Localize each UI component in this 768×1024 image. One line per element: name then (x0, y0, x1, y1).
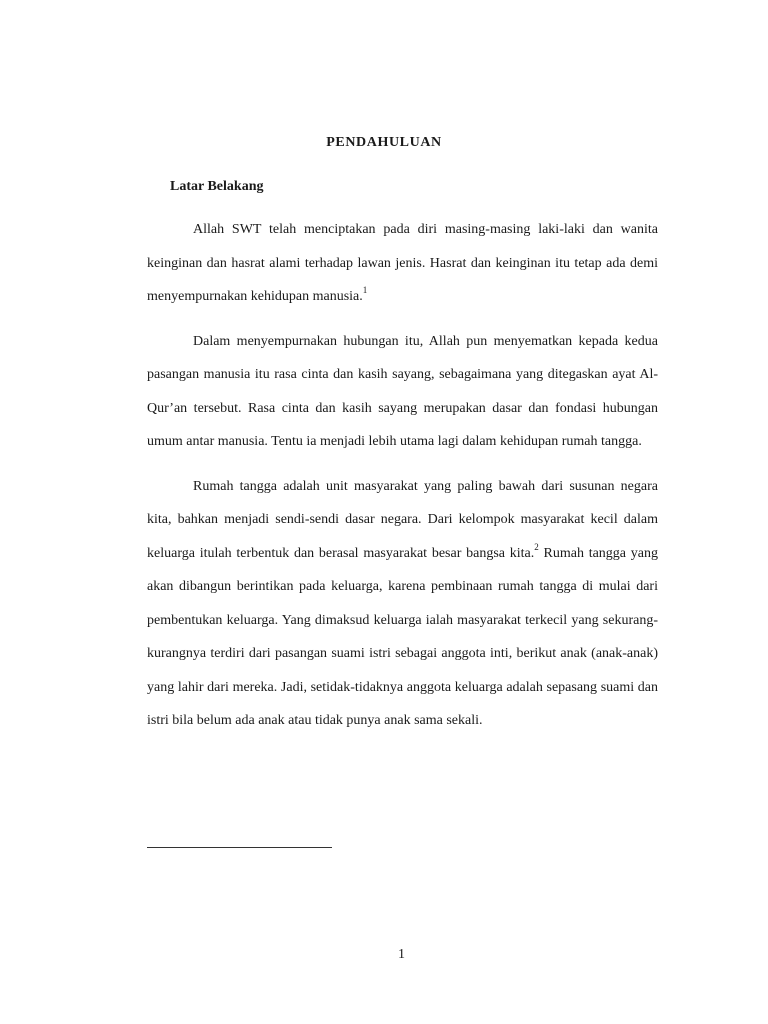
paragraph-1 (147, 213, 658, 314)
paragraph-text-continuation: Rumah tangga yang akan dibangun berintikan pada keluarga, karena pembinaan rumah tangga di mulai dari pembentukan keluarga. Yang dimaksud keluarga ialah masyarakat terkecil yang sekurang-kurangnya terdiri dari pasangan suami istri sebagai anggota inti, berikut anak (anak-anak) yang lahir dari mereka. Jadi, setidak-tidaknya anggota keluarga adalah sepasang suami dan istri bila belum ada anak atau tidak punya anak sama sekali. (147, 545, 658, 728)
footnote-ref-1: 1 (362, 285, 368, 295)
paragraph-3 (147, 470, 658, 738)
paragraph-text: Allah SWT telah menciptakan pada diri masing-masing laki-laki dan wanita keinginan dan hasrat alami terhadap lawan jenis. Hasrat dan keinginan itu tetap ada demi menyempurnakan kehidupan manusia. (147, 222, 658, 304)
paragraph-text: Dalam menyempurnakan hubungan itu, Allah pun menyematkan kepada kedua pasangan manusia itu rasa cinta dan kasih sayang, sebagaimana yang ditegaskan ayat Al-Qur’an tersebut. Rasa cinta dan kasih sayang merupakan dasar dan fondasi hubungan umum antar manusia. Tentu ia menjadi lebih utama lagi dalam kehidupan rumah tangga. (147, 333, 658, 449)
body-text (147, 213, 658, 749)
section-heading: Latar Belakang (170, 179, 264, 194)
paragraph-text: Rumah tangga adalah unit masyarakat yang paling bawah dari susunan negara kita, bahkan menjadi sendi-sendi dasar negara. Dari kelompok masyarakat kecil dalam keluarga itulah terbentuk dan berasal masyarakat besar bangsa kita. (147, 478, 658, 561)
page-number: 1 (398, 947, 405, 962)
footnote-ref-2: 2 (534, 541, 539, 552)
footnote-separator (147, 847, 332, 848)
paragraph-2 (147, 325, 658, 459)
page-title: PENDAHULUAN (326, 135, 442, 150)
